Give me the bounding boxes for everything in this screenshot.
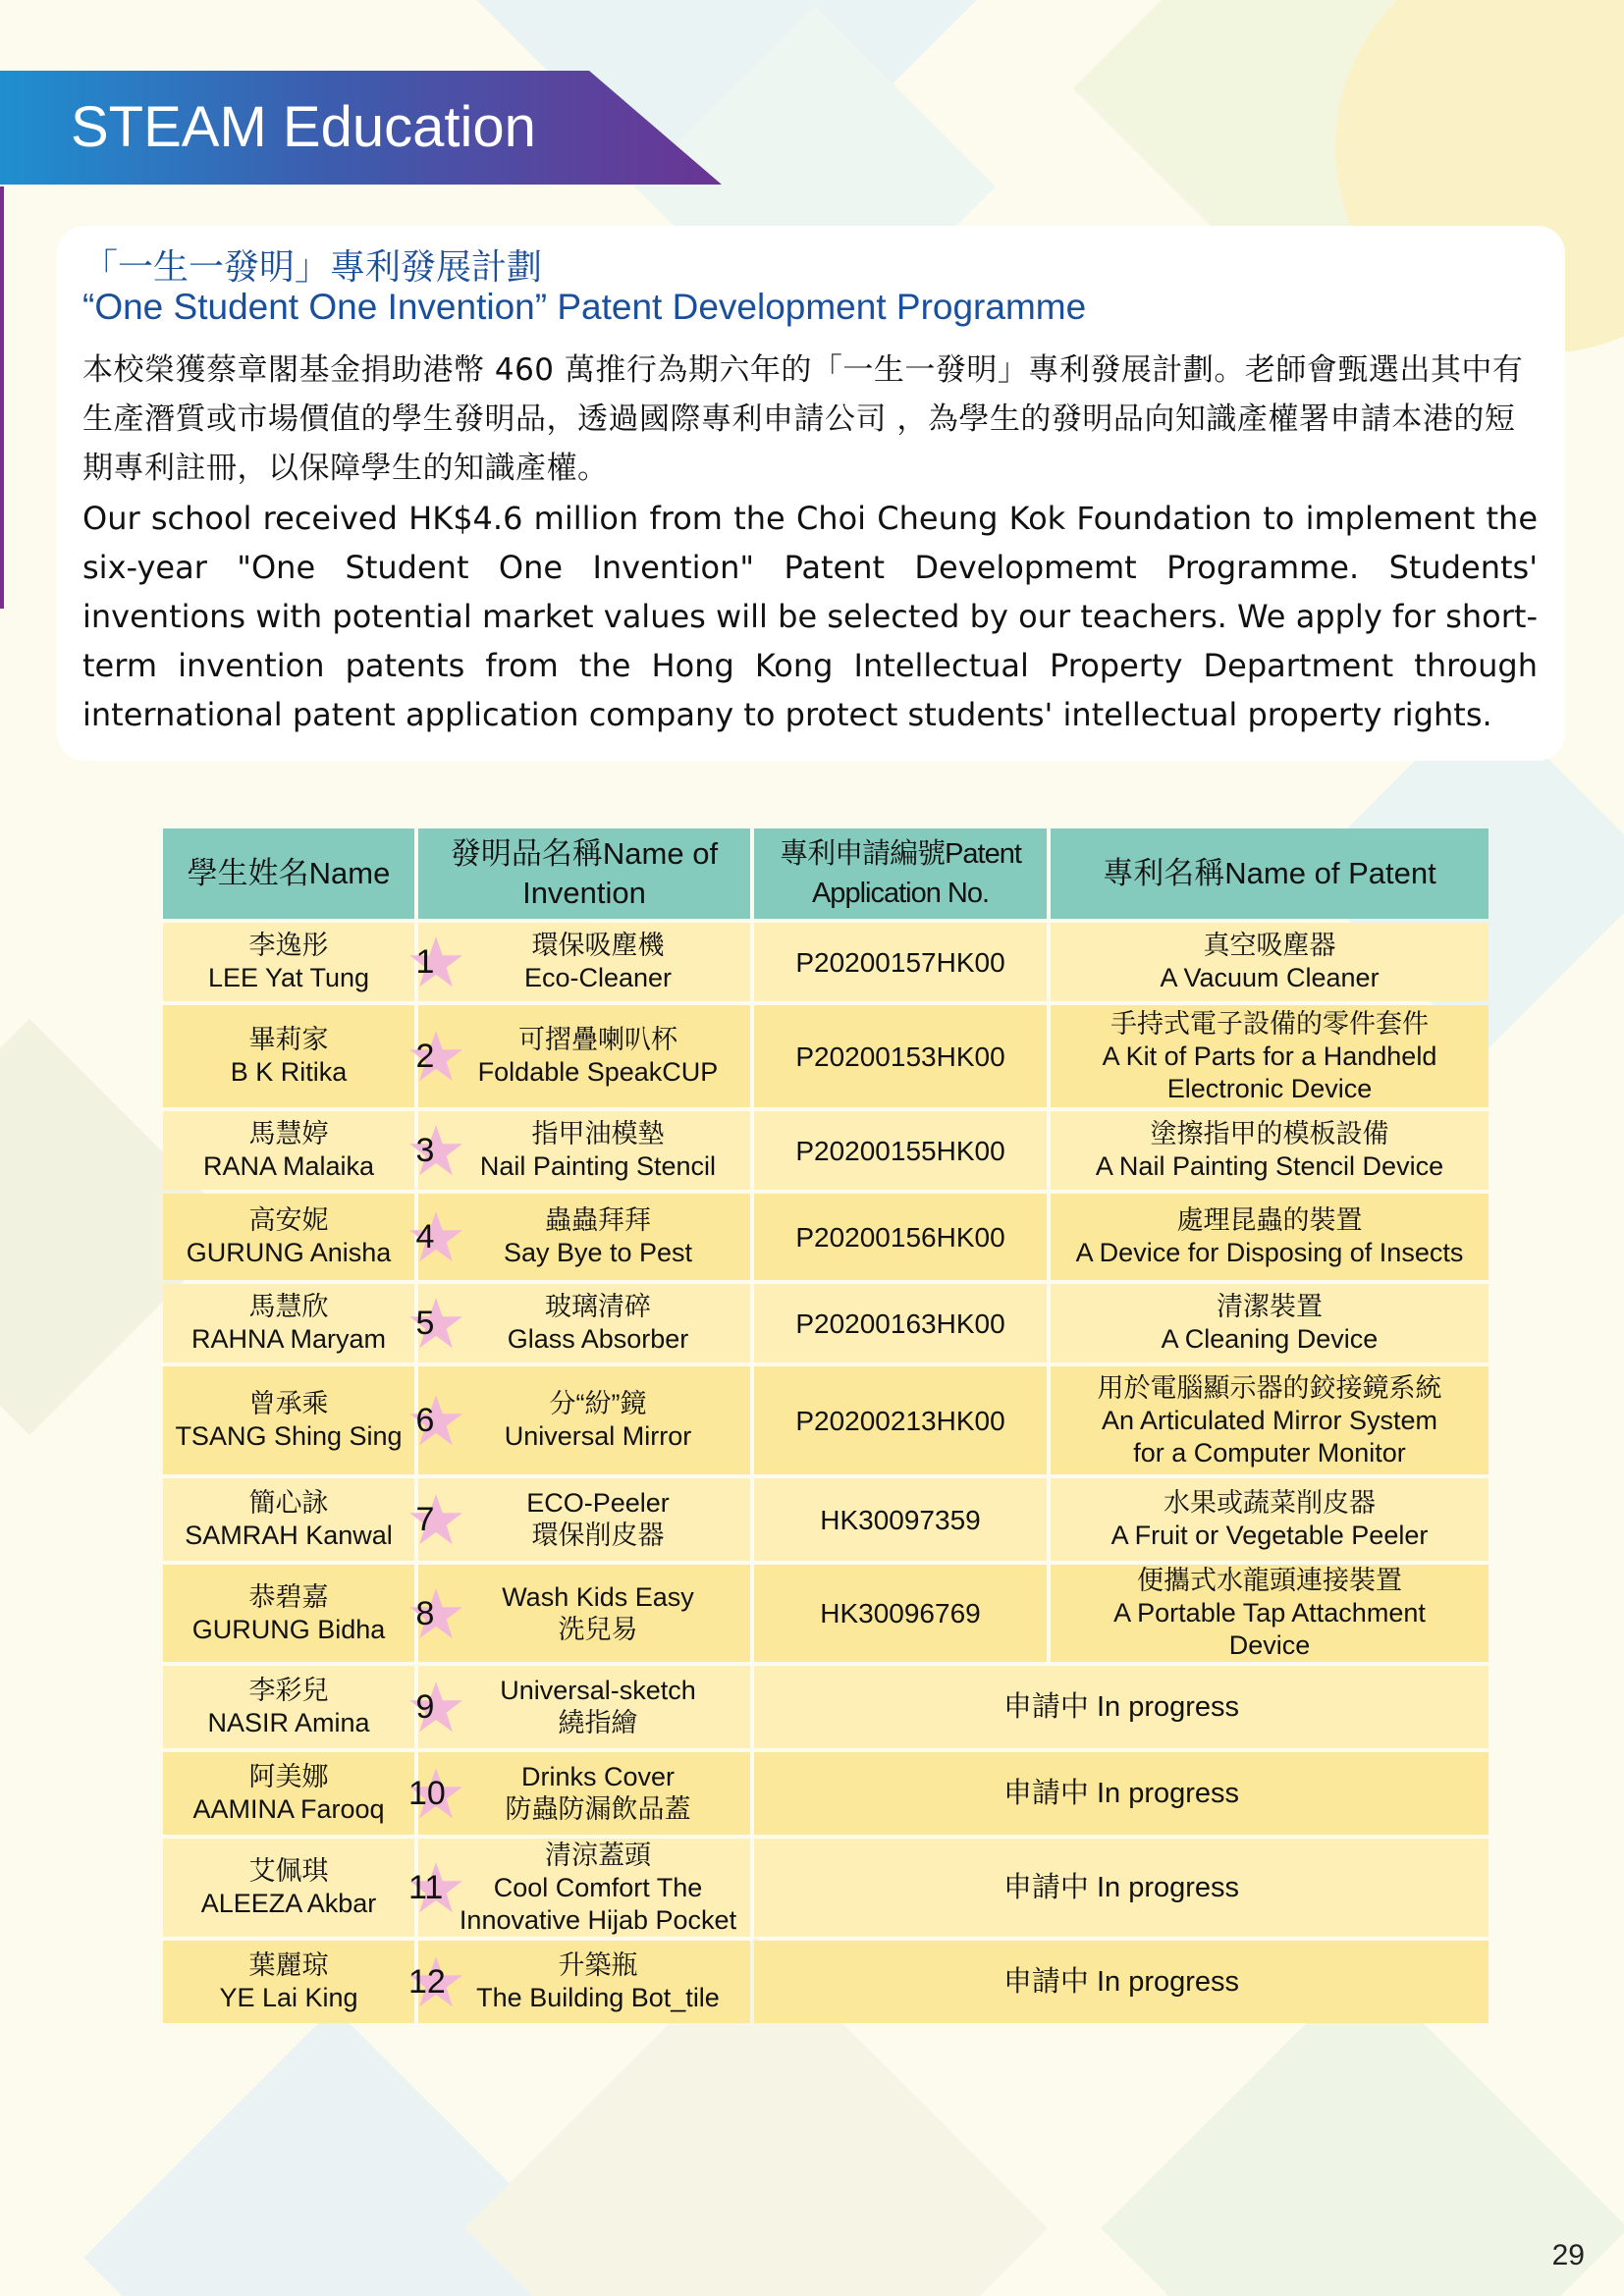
invention-name-line: Glass Absorber <box>507 1324 689 1354</box>
in-progress-status: 申請中 In progress <box>754 1752 1489 1835</box>
table-row <box>163 1565 1489 1662</box>
row-number: 4 <box>415 1218 435 1255</box>
student-name-en: SAMRAH Kanwal <box>185 1521 393 1550</box>
student-name-cell <box>163 1752 414 1835</box>
patent-name-line: 塗擦指甲的模板設備 <box>1150 1119 1389 1148</box>
patent-name-line: A Portable Tap Attachment <box>1113 1598 1426 1628</box>
student-name-en: B K Ritika <box>230 1057 348 1087</box>
patent-name-line: 用於電腦顯示器的鉸接鏡系統 <box>1097 1372 1442 1403</box>
invention-name-line: Universal Mirror <box>504 1421 692 1451</box>
patent-name-line: A Vacuum Cleaner <box>1160 963 1380 992</box>
invention-name-line: Nail Painting Stencil <box>479 1151 717 1181</box>
student-name-cell <box>163 1005 414 1107</box>
student-name-cell <box>163 1839 414 1937</box>
student-name-en: RANA Malaika <box>202 1151 375 1181</box>
patent-name-cell <box>1051 923 1489 1001</box>
table-row <box>163 1366 1489 1474</box>
intro-paragraph-zh: 本校榮獲蔡章閣基金捐助港幣 460 萬推行為期六年的「一生一發明」專利發展計劃。老師會甄選出其中有生產潛質或市場價值的學生發明品，透過國際專利申請公司 ，為學生的發明品向知識產權署申請本港的短期專利註冊，以保障學生的知識產權。 <box>82 352 1524 486</box>
patent-name-cell <box>1051 1005 1489 1107</box>
invention-name <box>422 1204 746 1269</box>
patent-name-line: 處理昆蟲的裝置 <box>1176 1205 1363 1235</box>
row-number: 11 <box>408 1869 444 1906</box>
patent-name-cell <box>1051 1284 1489 1362</box>
invention-name-cell <box>415 1666 750 1748</box>
invention-name-line: 防蟲防漏飲品蓋 <box>505 1794 691 1824</box>
invention-name-line: 玻璃清碎 <box>545 1292 651 1321</box>
patent-name-line: 手持式電子設備的零件套件 <box>1110 1008 1429 1039</box>
invention-name-line: 洗兒易 <box>558 1614 638 1644</box>
patent-name-line: 水果或蔬菜削皮器 <box>1164 1488 1376 1518</box>
invention-name-line: The Building Bot_tile <box>476 1983 720 2012</box>
invention-name <box>422 1761 746 1826</box>
section-heading-zh: 「一生一發明」專利發展計劃 <box>82 247 543 288</box>
invention-name-line: 指甲油模墊 <box>531 1119 665 1148</box>
invention-name-line: Wash Kids Easy <box>502 1581 694 1612</box>
side-photo-edge <box>0 187 4 609</box>
student-name-cell <box>163 1194 414 1280</box>
student-name-cell <box>163 1366 414 1474</box>
invention-name-line: Innovative Hijab Pocket <box>459 1904 737 1935</box>
student-name-zh: 李逸彤 <box>248 931 329 960</box>
table-row <box>163 1111 1489 1190</box>
patent-name-line: 真空吸塵器 <box>1203 931 1336 960</box>
student-name-en: ALEEZA Akbar <box>200 1889 377 1918</box>
table-row <box>163 1941 1489 2023</box>
row-number: 2 <box>415 1038 435 1075</box>
invention-name <box>422 1949 746 2014</box>
application-number: HK30097359 <box>754 1478 1047 1561</box>
patent-name-line: Device <box>1228 1630 1311 1660</box>
student-name-en: AAMINA Farooq <box>192 1794 385 1824</box>
student-name-en: GURUNG Anisha <box>186 1238 392 1267</box>
invention-name <box>422 1581 746 1646</box>
student-name-zh: 高安妮 <box>248 1205 329 1235</box>
patent-name-line: A Fruit or Vegetable Peeler <box>1110 1521 1429 1550</box>
student-name-cell <box>163 1284 414 1362</box>
header-application-no: 專利申請編號Patent Application No. <box>754 828 1047 919</box>
intro-paragraph-en: Our school received HK$4.6 million from the Choi Cheung Kok Foundation to implement the six-year "One Student One Invention" Patent Developmemt Programme. Students' inventions with potential market values will be selected by our teachers. We apply for short-term invention patents from the Hong Kong Intellectual Property Department through international patent application company to protect students' intellectual property rights. <box>82 500 1538 733</box>
student-name-zh: 曾承乘 <box>248 1389 329 1418</box>
table-body <box>163 923 1489 2023</box>
patent-name-line: A Cleaning Device <box>1161 1324 1379 1354</box>
student-name-en: RAHNA Maryam <box>190 1324 387 1354</box>
invention-name-cell <box>408 1941 750 2023</box>
invention-name-line: Universal-sketch <box>500 1676 696 1705</box>
invention-name <box>422 1675 746 1739</box>
invention-name-line: Drinks Cover <box>520 1762 676 1791</box>
row-number: 10 <box>408 1775 446 1812</box>
invention-name-cell <box>415 1284 750 1362</box>
table-row <box>163 923 1489 1001</box>
in-progress-status: 申請中 In progress <box>754 1666 1489 1748</box>
row-number: 7 <box>415 1501 435 1538</box>
table-row <box>163 1839 1489 1937</box>
invention-name-line: 分“紛”鏡 <box>549 1389 647 1418</box>
header-invention: 發明品名稱Name of Invention <box>418 828 750 919</box>
student-name-cell <box>163 1666 414 1748</box>
application-number: P20200213HK00 <box>754 1366 1047 1474</box>
invention-name-cell <box>415 1366 750 1474</box>
in-progress-status: 申請中 In progress <box>754 1941 1489 2023</box>
invention-name-line: ECO-Peeler <box>526 1488 670 1518</box>
patent-name-line: An Articulated Mirror System <box>1101 1405 1438 1435</box>
student-name-cell <box>163 1565 414 1662</box>
invention-name-line: Say Bye to Pest <box>503 1238 693 1267</box>
invention-name-line: 繞指繪 <box>558 1708 638 1737</box>
row-number: 5 <box>415 1305 435 1342</box>
invention-name <box>422 1024 746 1089</box>
student-name-zh: 葉麗琼 <box>248 1950 329 1980</box>
student-name-en: TSANG Shing Sing <box>175 1421 403 1451</box>
student-name-zh: 簡心詠 <box>248 1488 329 1518</box>
student-name-en: NASIR Amina <box>207 1708 370 1737</box>
invention-name-cell <box>415 1005 750 1107</box>
table-row <box>163 1284 1489 1362</box>
invention-name <box>422 1291 746 1356</box>
student-name-cell <box>163 1941 414 2023</box>
table-row <box>163 1752 1489 1835</box>
student-name-cell <box>163 1478 414 1561</box>
patent-name-line: A Nail Painting Stencil Device <box>1095 1151 1444 1181</box>
student-name-zh: 馬慧婷 <box>248 1119 329 1148</box>
row-number: 12 <box>408 1963 446 2001</box>
table-row <box>163 1666 1489 1748</box>
invention-name-cell <box>408 1752 750 1835</box>
patent-table <box>159 825 1492 2027</box>
invention-name-line: Cool Comfort The <box>493 1872 703 1902</box>
application-number: P20200156HK00 <box>754 1194 1047 1280</box>
patent-name-line: 便攜式水龍頭連接裝置 <box>1137 1566 1402 1595</box>
patent-name-line: for a Computer Monitor <box>1133 1437 1406 1468</box>
header-title: STEAM Education <box>71 95 536 159</box>
invention-name-line: 蟲蟲拜拜 <box>545 1205 651 1235</box>
row-number: 6 <box>415 1402 435 1439</box>
patent-name-cell <box>1051 1565 1489 1662</box>
invention-name-cell <box>415 923 750 1001</box>
invention-name-line: Eco-Cleaner <box>523 963 673 992</box>
application-number: P20200163HK00 <box>754 1284 1047 1362</box>
invention-name-cell <box>408 1839 750 1937</box>
student-name-en: LEE Yat Tung <box>207 963 370 992</box>
invention-name-line: 升築瓶 <box>558 1950 638 1980</box>
invention-name-line: Foldable SpeakCUP <box>477 1057 719 1087</box>
in-progress-status: 申請中 In progress <box>754 1839 1489 1937</box>
row-number: 9 <box>415 1688 435 1726</box>
row-number: 8 <box>415 1594 435 1632</box>
invention-name <box>422 1388 746 1453</box>
student-name-en: GURUNG Bidha <box>191 1614 386 1644</box>
invention-name-cell <box>415 1565 750 1662</box>
invention-name-cell <box>415 1194 750 1280</box>
application-number: P20200153HK00 <box>754 1005 1047 1107</box>
invention-name <box>422 1487 746 1552</box>
student-name-zh: 恭碧嘉 <box>248 1581 329 1612</box>
row-number: 3 <box>415 1132 435 1169</box>
table-row <box>163 1478 1489 1561</box>
invention-name <box>422 1840 746 1937</box>
invention-name-cell <box>415 1478 750 1561</box>
invention-name <box>422 930 746 994</box>
table-header-row <box>163 828 1489 919</box>
patent-name-cell <box>1051 1478 1489 1561</box>
invention-name-line: 清涼蓋頭 <box>545 1840 651 1870</box>
student-name-zh: 畢莉家 <box>248 1025 329 1054</box>
student-name-zh: 李彩兒 <box>248 1676 329 1705</box>
invention-name-line: 可摺疊喇叭杯 <box>518 1025 677 1054</box>
table-row <box>163 1005 1489 1107</box>
section-heading-en: “One Student One Invention” Patent Development Programme <box>82 287 1087 327</box>
student-name-cell <box>163 1111 414 1190</box>
invention-name-cell <box>415 1111 750 1190</box>
patent-name-line: Electronic Device <box>1166 1073 1373 1103</box>
page-number: 29 <box>1551 2239 1585 2271</box>
student-name-cell <box>163 923 414 1001</box>
application-number: P20200157HK00 <box>754 923 1047 1001</box>
student-name-en: YE Lai King <box>219 1983 358 2012</box>
patent-name-cell <box>1051 1366 1489 1474</box>
invention-name-line: 環保削皮器 <box>531 1521 665 1550</box>
student-name-zh: 馬慧欣 <box>248 1292 329 1321</box>
header-name: 學生姓名Name <box>163 828 414 919</box>
application-number: P20200155HK00 <box>754 1111 1047 1190</box>
application-number: HK30096769 <box>754 1565 1047 1662</box>
invention-name <box>422 1118 746 1183</box>
student-name-zh: 阿美娜 <box>248 1762 329 1791</box>
header-patent-name: 專利名稱Name of Patent <box>1051 828 1489 919</box>
patent-name-cell <box>1051 1111 1489 1190</box>
patent-name-cell <box>1051 1194 1489 1280</box>
table-row <box>163 1194 1489 1280</box>
row-number: 1 <box>415 943 435 981</box>
student-name-zh: 艾佩琪 <box>248 1856 329 1886</box>
patent-name-line: A Kit of Parts for a Handheld <box>1102 1041 1437 1071</box>
patent-name-line: A Device for Disposing of Insects <box>1075 1238 1464 1267</box>
patent-name-line: 清潔裝置 <box>1217 1292 1323 1321</box>
invention-name-line: 環保吸塵機 <box>531 931 665 960</box>
